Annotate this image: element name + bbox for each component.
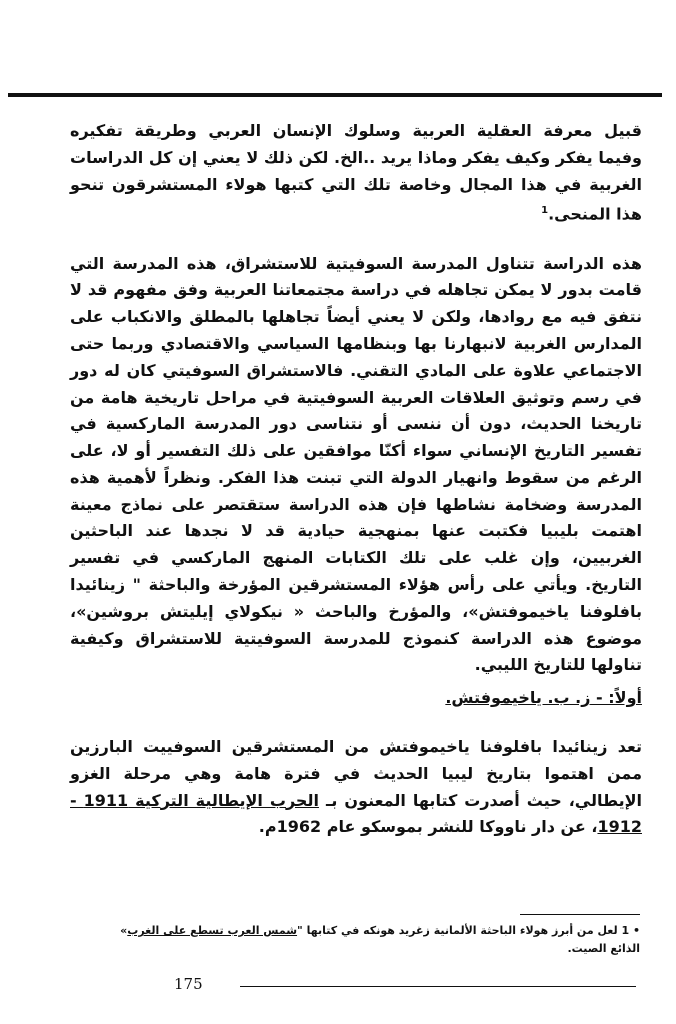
paragraph-3-end: ، عن دار ناووكا للنشر بموسكو عام 1962م. [258, 817, 598, 837]
footnote-text-start: لعل من أبرز هولاء الباحثة الألمانية زغريد هونكه في كتابها " [297, 924, 618, 937]
page-body [70, 118, 642, 841]
paragraph-3-start: تعد زينائيدا بافلوفنا ياخيموفتش من المستشرقين السوفييت البارزين ممن اهتموا بتاريخ ليبيا الحديث في فترة هامة وهي مرحلة الغزو الإيطالي، حيث أصدرت كتابها المعنون بـ [70, 737, 642, 810]
footer-rule [240, 986, 636, 987]
section-heading [70, 685, 642, 712]
footnote-marker-label: • 1 [621, 924, 640, 937]
footnote-marker: 1 [541, 205, 549, 217]
paragraph-2: هذه الدراسة تتناول المدرسة السوفيتية للاستشراق، هذه المدرسة التي قامت بدور لا يمكن تجاهله في دراسة مجتمعاتنا العربية وفق مفهوم قد لا نتفق فيه مع روادها، ولكن لا يعني أيضاً تجاهلها بالمطلق والانكباب على المدارس الغربية لانبهارنا بها وبنظامها السياسي والاقتصادي وربما حتى الاجتماعي علاوة على المادي التقني. فالاستشراق السوفيتي كان له دور في رسم وتوثيق العلاقات العربية السوفيتية في مراحل تاريخية هامة من تاريخنا الحديث، دون أن ننسى أو نتناسى دور المدرسة الماركسية في تفسير التاريخ الإنساني سواء أكنّا موافقين على ذلك التفسير أو لا، على الرغم من سقوط وانهيار الدولة التي تبنت هذا الفكر. ونظراً لأهمية هذه المدرسة وضخامة نشاطها فإن هذه الدراسة ستقتصر على نماذج معينة اهتمت بليبيا فكتبت عنها بمنهجية حيادية قد لا نجدها عند الباحثين الغربيين، وإن غلب على تلك الكتابات المنهج الماركسي في تفسير التاريخ. ويأتي على رأس هؤلاء المستشرقين المؤرخة والباحثة " زينائيدا بافلوفنا ياخيموفتش»، والمؤرخ والباحث « نيكولاي إيليتش بروشين»، موضوع هذه الدراسة كنموذج للمدرسة السوفيتية للاستشراق وكيفية تناولها للتاريخ الليبي. [70, 253, 642, 675]
page-footer [150, 975, 636, 995]
page-number: 175 [174, 975, 203, 993]
paragraph-1-text: قبيل معرفة العقلية العربية وسلوك الإنسان العربي وطريقة تفكيره وفيما يفكر وكيف يفكر وماذا يريد ..الخ. لكن ذلك لا يعني إن كل الدراسات الغربية في هذا المجال وخاصة تلك التي كتبها هولاء المستشرقون تنحو هذا المنحى. [70, 121, 642, 224]
top-rule [8, 93, 662, 97]
section-heading-name: ز. ب. ياخيموفتش. [445, 688, 591, 708]
paragraph-3 [70, 734, 642, 841]
section-heading-prefix: أولاً: - [590, 688, 642, 708]
book-title: الحرب الإيطالية التركية 1911 - 1912 [70, 790, 642, 837]
footnote-source-title: شمس العرب تسطع على الغرب [127, 924, 298, 937]
footnote-text-end: » الذائع الصيت. [120, 924, 640, 955]
footnote-rule [520, 914, 640, 915]
footnote [90, 922, 640, 958]
paragraph-1 [70, 118, 642, 229]
